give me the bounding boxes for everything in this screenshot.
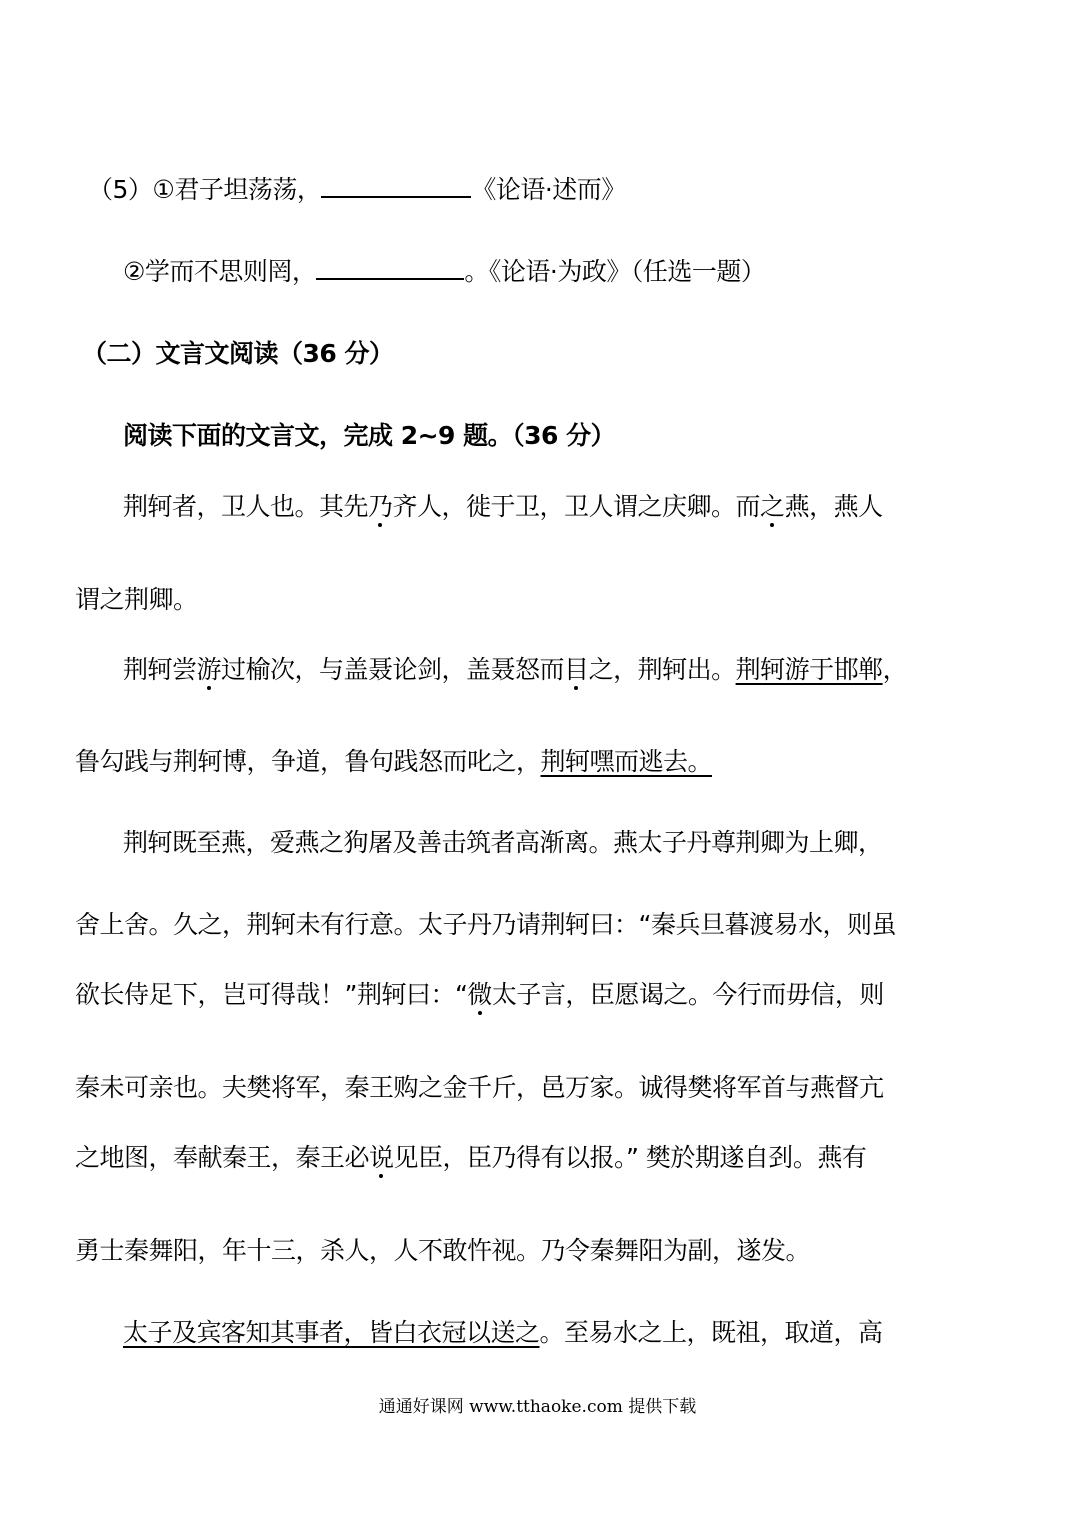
answer-blank-2[interactable] bbox=[316, 256, 464, 280]
q5-line2-prefix: ②学而不思则罔， bbox=[123, 257, 317, 286]
dotted-char: 之 bbox=[760, 492, 785, 521]
passage-p1-line2: 谓之荆卿。 bbox=[75, 585, 198, 614]
dotted-char: 乃 bbox=[368, 492, 393, 521]
text-run: 齐人，徙于卫，卫人谓之庆卿。而 bbox=[392, 492, 761, 521]
text-run: 荆轲者，卫人也。其先 bbox=[123, 492, 369, 521]
dotted-char: 游 bbox=[196, 655, 222, 684]
text-run: 过榆次，与盖聂论剑，盖聂怒而 bbox=[221, 655, 565, 684]
text-run: 之，荆轲出。 bbox=[588, 655, 736, 684]
text-run: 荆轲尝 bbox=[123, 655, 197, 684]
text-run: 见臣，臣乃得有以报。” 樊於期遂自刭。燕有 bbox=[393, 1143, 867, 1172]
text-run: 燕，燕人 bbox=[784, 492, 883, 521]
passage-p3-line2: 舍上舍。久之，荆轲未有行意。太子丹乃请荆轲曰：“秦兵旦暮渡易水，则虽 bbox=[75, 910, 896, 939]
text-run: 。至易水之上，既祖，取道，高 bbox=[539, 1318, 883, 1347]
underlined-sentence-2: 荆轲嘿而逃去。 bbox=[540, 747, 713, 776]
section-heading: （二）文言文阅读（36 分） bbox=[82, 339, 394, 368]
passage-p1-line1 bbox=[123, 490, 883, 524]
answer-blank-1[interactable] bbox=[321, 174, 471, 198]
dotted-char: 微 bbox=[467, 980, 492, 1009]
passage-p3-line1: 荆轲既至燕，爱燕之狗屠及善击筑者高渐离。燕太子丹尊荆卿为上卿， bbox=[123, 828, 883, 857]
underlined-sentence-1: 荆轲游于邯郸 bbox=[735, 655, 883, 684]
passage-p3-line3 bbox=[75, 978, 884, 1012]
text-run: 欲长侍足下，岂可得哉！”荆轲曰：“ bbox=[75, 980, 468, 1009]
dotted-char: 说 bbox=[369, 1143, 394, 1172]
q5-line1-source: 《论语·述而》 bbox=[471, 175, 626, 204]
passage-p3-line5 bbox=[75, 1141, 866, 1175]
text-run: 太子言，臣愿谒之。今行而毋信，则 bbox=[491, 980, 884, 1009]
page-footer: 通通好课网 www.tthaoke.com 提供下载 bbox=[378, 1397, 697, 1417]
passage-p3-line4: 秦未可亲也。夫樊将军，秦王购之金千斤，邑万家。诚得樊将军首与燕督亢 bbox=[75, 1073, 884, 1102]
q5-line2-suffix: 。《论语·为政》（任选一题） bbox=[464, 257, 766, 286]
dotted-char: 目 bbox=[564, 655, 589, 684]
passage-p2-line2 bbox=[75, 745, 712, 779]
underlined-sentence-3: 太子及宾客知其事者，皆白衣冠以送之 bbox=[123, 1318, 540, 1347]
section-instruction: 阅读下面的文言文，完成 2~9 题。（36 分） bbox=[123, 421, 616, 450]
text-run: 之地图，奉献秦王，秦王必 bbox=[75, 1143, 370, 1172]
passage-p2-line1 bbox=[123, 653, 907, 687]
text-run: 鲁勾践与荆轲博，争道，鲁句践怒而叱之， bbox=[75, 747, 541, 776]
passage-p4-line1 bbox=[123, 1316, 883, 1350]
q5-line2 bbox=[123, 255, 765, 289]
q5-line1 bbox=[88, 173, 626, 207]
passage-p3-line6: 勇士秦舞阳，年十三，杀人，人不敢忤视。乃令秦舞阳为副，遂发。 bbox=[75, 1236, 811, 1265]
q5-line1-prefix: （5）①君子坦荡荡， bbox=[88, 175, 322, 204]
text-run: ， bbox=[882, 655, 908, 684]
